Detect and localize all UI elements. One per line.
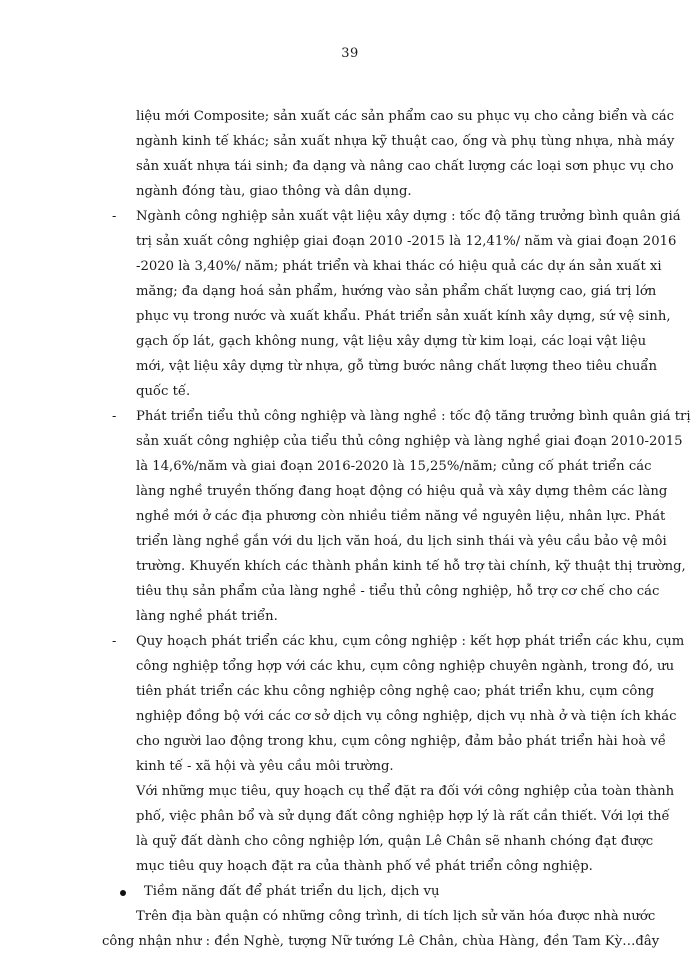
text-line: gạch ốp lát, gạch không nung, vật liệu xây dựng từ kim loại, các loại vật liệu [136, 334, 647, 349]
text-line: sản xuất công nghiệp của tiểu thủ công nghiệp và làng nghề giai đoạn 2010-2015 [136, 434, 683, 449]
text-line: trị sản xuất công nghiệp giai đoạn 2010 -2015 là 12,41%/ năm và giai đoạn 2016 [136, 234, 677, 249]
text-line: quốc tế. [136, 384, 191, 399]
text-line: mục tiêu quy hoạch đặt ra của thành phố về phát triển công nghiệp. [136, 859, 593, 874]
text-line: nghề mới ở các địa phương còn nhiều tiềm năng về nguyên liệu, nhân lực. Phát [136, 509, 666, 524]
text-line: ngành kinh tế khác; sản xuất nhựa kỹ thuật cao, ống và phụ tùng nhựa, nhà máy [136, 134, 675, 149]
dash-marker: - [112, 409, 117, 424]
text-line: phố, việc phân bổ và sử dụng đất công nghiệp hợp lý là rất cần thiết. Với lợi thế [136, 809, 670, 824]
text-line: tiên phát triển các khu công nghiệp công nghệ cao; phát triển khu, cụm công [136, 684, 655, 699]
dash-marker: - [112, 634, 117, 649]
text-line: công nhận như : đền Nghè, tượng Nữ tướng Lê Chân, chùa Hàng, đền Tam Kỳ…đây [102, 934, 660, 949]
text-line: liệu mới Composite; sản xuất các sản phẩm cao su phục vụ cho cảng biển và các [136, 109, 675, 124]
page-number: 39 [341, 46, 359, 61]
text-line: trường. Khuyến khích các thành phần kinh tế hỗ trợ tài chính, kỹ thuật thị trường, [136, 559, 686, 574]
text-line: nghiệp đồng bộ với các cơ sở dịch vụ công nghiệp, dịch vụ nhà ở và tiện ích khác [136, 709, 677, 724]
text-line: Với những mục tiêu, quy hoạch cụ thể đặt ra đối với công nghiệp của toàn thành [136, 784, 675, 799]
text-line: triển làng nghề gắn với du lịch văn hoá, du lịch sinh thái và yêu cầu bảo vệ môi [136, 534, 667, 549]
text-line: phục vụ trong nước và xuất khẩu. Phát triển sản xuất kính xây dựng, sứ vệ sinh, [136, 309, 671, 324]
text-line: là 14,6%/năm và giai đoạn 2016-2020 là 15,25%/năm; củng cố phát triển các [136, 459, 652, 474]
text-line: công nghiệp tổng hợp với các khu, cụm công nghiệp chuyên ngành, trong đó, ưu [136, 659, 675, 674]
text-line: sản xuất nhựa tái sinh; đa dạng và nâng cao chất lượng các loại sơn phục vụ cho [136, 159, 674, 174]
text-line: măng; đa dạng hoá sản phẩm, hướng vào sản phẩm chất lượng cao, giá trị lớn [136, 284, 657, 299]
text-line: Quy hoạch phát triển các khu, cụm công nghiệp : kết hợp phát triển các khu, cụm [136, 634, 685, 649]
text-line: là quỹ đất dành cho công nghiệp lớn, quận Lê Chân sẽ nhanh chóng đạt được [136, 834, 654, 849]
text-line: Trên địa bàn quận có những công trình, di tích lịch sử văn hóa được nhà nước [136, 909, 656, 924]
text-line: cho người lao động trong khu, cụm công nghiệp, đảm bảo phát triển hài hoà về [136, 734, 667, 749]
text-line: làng nghề truyền thống đang hoạt động có hiệu quả và xây dựng thêm các làng [136, 484, 668, 499]
bullet-icon [120, 890, 126, 896]
text-line: kinh tế - xã hội và yêu cầu môi trường. [136, 759, 394, 774]
text-line: -2020 là 3,40%/ năm; phát triển và khai thác có hiệu quả các dự án sản xuất xi [136, 259, 662, 274]
text-line: ngành đóng tàu, giao thông và dân dụng. [136, 184, 412, 199]
dash-marker: - [112, 209, 117, 224]
text-line: mới, vật liệu xây dựng từ nhựa, gỗ từng bước nâng chất lượng theo tiêu chuẩn [136, 359, 657, 374]
text-line: tiêu thụ sản phẩm của làng nghề - tiểu thủ công nghiệp, hỗ trợ cơ chế cho các [136, 584, 660, 599]
text-line: làng nghề phát triển. [136, 609, 278, 624]
text-line: Phát triển tiểu thủ công nghiệp và làng nghề : tốc độ tăng trưởng bình quân giá trị [136, 409, 691, 424]
text-line: Ngành công nghiệp sản xuất vật liệu xây dựng : tốc độ tăng trưởng bình quân giá [136, 209, 681, 224]
section-heading: Tiềm năng đất để phát triển du lịch, dịch vụ [144, 884, 440, 899]
